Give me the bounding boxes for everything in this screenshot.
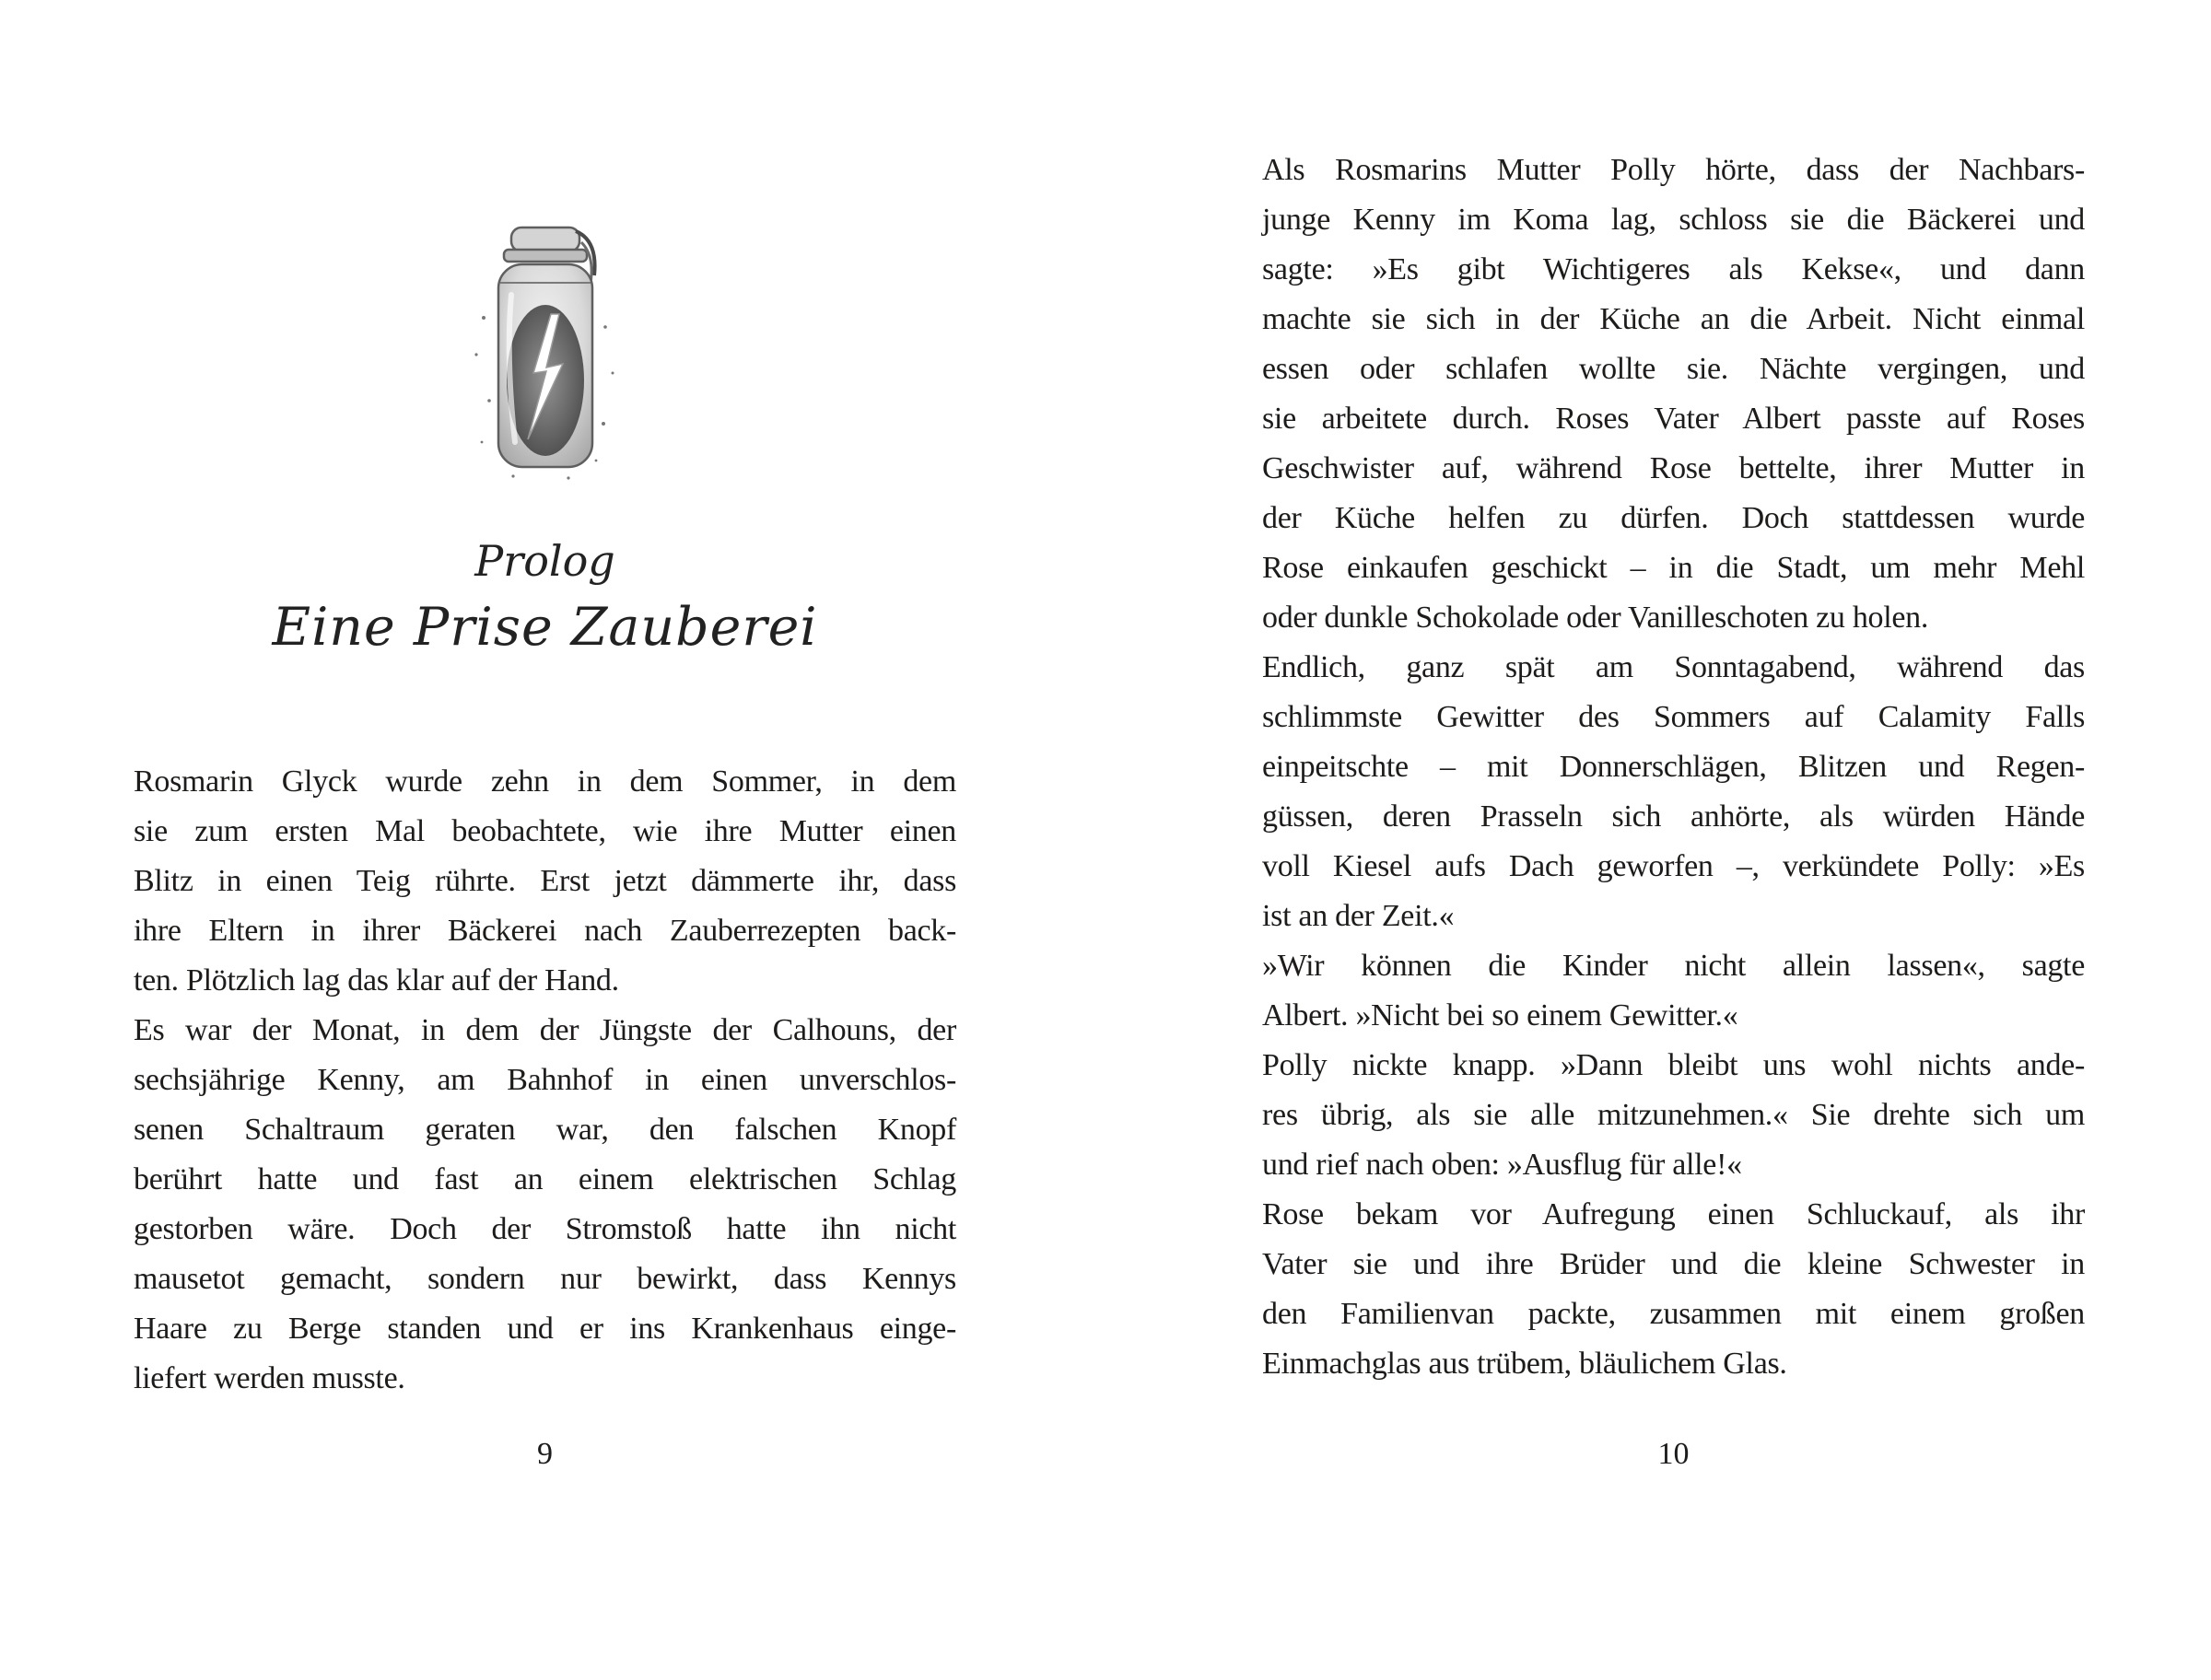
page-right <box>1262 0 2085 1680</box>
text-line: berührt hatte und fast an einem elektrischen Schlag <box>134 1162 956 1196</box>
text-line: »Wir können die Kinder nicht allein lassen«, sagte <box>1262 949 2085 983</box>
page-number-left: 9 <box>537 1437 553 1471</box>
text-line: sie zum ersten Mal beobachtete, wie ihre Mutter einen <box>134 814 956 848</box>
mason-jar-lightning-illustration <box>458 207 633 497</box>
left-page-body-text <box>134 757 956 1404</box>
text-line: Polly nickte knapp. »Dann bleibt uns wohl nichts ande- <box>1262 1048 2085 1082</box>
jar-icon <box>458 207 633 493</box>
text-line: und rief nach oben: »Ausflug für alle!« <box>1262 1148 1742 1182</box>
text-line: gestorben wäre. Doch der Stromstoß hatte ihn nicht <box>134 1212 956 1246</box>
text-line: machte sie sich in der Küche an die Arbeit. Nicht einmal <box>1262 302 2085 336</box>
right-page-body-text <box>1262 146 2085 1389</box>
text-line: voll Kiesel aufs Dach geworfen –, verkündete Polly: »Es <box>1262 849 2085 883</box>
text-line: Einmachglas aus trübem, bläulichem Glas. <box>1262 1347 1787 1381</box>
chapter-label: Prolog <box>474 536 615 586</box>
text-line: sagte: »Es gibt Wichtigeres als Kekse«, und dann <box>1262 252 2085 286</box>
text-line: schlimmste Gewitter des Sommers auf Calamity Falls <box>1262 700 2085 734</box>
text-line: Rosmarin Glyck wurde zehn in dem Sommer, in dem <box>134 764 956 799</box>
page-number-right: 10 <box>1657 1437 1690 1471</box>
text-line: ten. Plötzlich lag das klar auf der Hand. <box>134 963 619 998</box>
text-line: den Familienvan packte, zusammen mit einem großen <box>1262 1297 2085 1331</box>
text-line: Rose bekam vor Aufregung einen Schluckauf, als ihr <box>1262 1197 2085 1231</box>
text-line: güssen, deren Prasseln sich anhörte, als würden Hände <box>1262 799 2085 834</box>
text-line: Blitz in einen Teig rührte. Erst jetzt dämmerte ihr, dass <box>134 864 956 898</box>
page-left <box>134 0 956 1680</box>
text-line: Vater sie und ihre Brüder und die kleine Schwester in <box>1262 1247 2085 1281</box>
text-line: essen oder schlafen wollte sie. Nächte vergingen, und <box>1262 352 2085 386</box>
text-line: der Küche helfen zu dürfen. Doch stattdessen wurde <box>1262 501 2085 535</box>
text-line: Als Rosmarins Mutter Polly hörte, dass der Nachbars- <box>1262 153 2085 187</box>
text-line: res übrig, als sie alle mitzunehmen.« Sie drehte sich um <box>1262 1098 2085 1132</box>
text-line: einpeitschte – mit Donnerschlägen, Blitzen und Regen- <box>1262 750 2085 784</box>
text-line: senen Schaltraum geraten war, den falschen Knopf <box>134 1113 956 1147</box>
text-line: liefert werden musste. <box>134 1361 405 1395</box>
text-line: oder dunkle Schokolade oder Vanilleschoten zu holen. <box>1262 601 1929 635</box>
text-line: Es war der Monat, in dem der Jüngste der Calhouns, der <box>134 1013 956 1047</box>
text-line: Haare zu Berge standen und er ins Krankenhaus einge- <box>134 1312 956 1346</box>
text-line: Geschwister auf, während Rose bettelte, ihrer Mutter in <box>1262 451 2085 485</box>
text-line: ist an der Zeit.« <box>1262 899 1455 933</box>
text-line: ihre Eltern in ihrer Bäckerei nach Zauberrezepten back- <box>134 914 956 948</box>
chapter-title: Eine Prise Zauberei <box>272 597 818 658</box>
text-line: sie arbeitete durch. Roses Vater Albert passte auf Roses <box>1262 402 2085 436</box>
text-line: Rose einkaufen geschickt – in die Stadt, um mehr Mehl <box>1262 551 2085 585</box>
text-line: Albert. »Nicht bei so einem Gewitter.« <box>1262 998 1738 1032</box>
text-line: sechsjährige Kenny, am Bahnhof in einen unverschlos- <box>134 1063 956 1097</box>
text-line: Endlich, ganz spät am Sonntagabend, während das <box>1262 650 2085 684</box>
text-line: junge Kenny im Koma lag, schloss sie die Bäckerei und <box>1262 203 2085 237</box>
text-line: mausetot gemacht, sondern nur bewirkt, dass Kennys <box>134 1262 956 1296</box>
